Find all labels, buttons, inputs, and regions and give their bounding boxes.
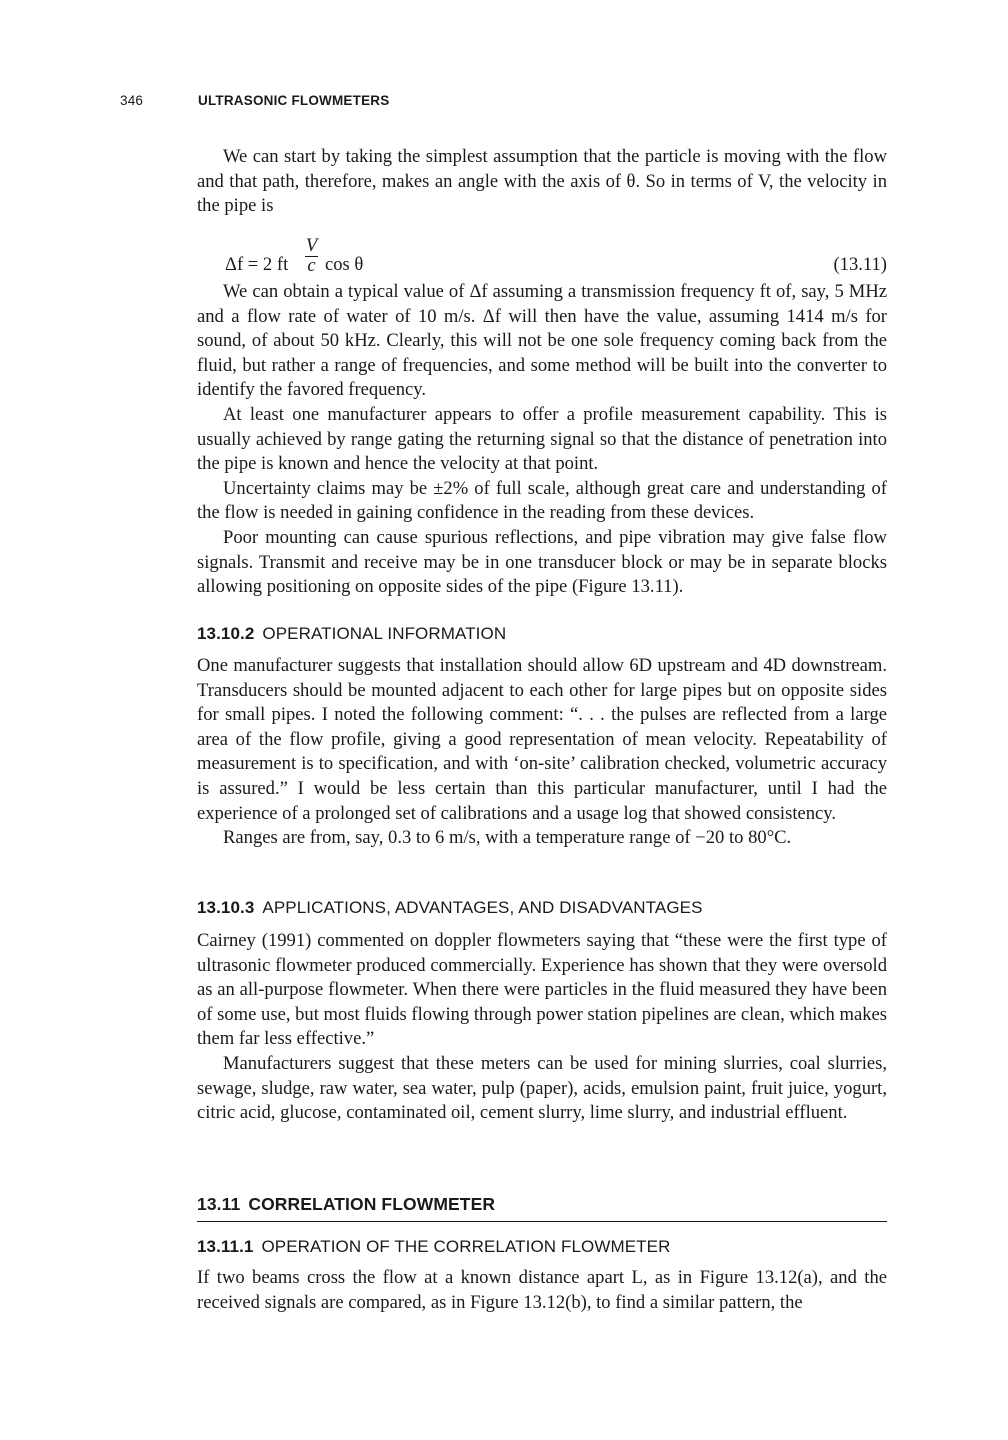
section-heading-13-10-2 — [197, 624, 887, 644]
equation-number: (13.11) — [833, 254, 887, 275]
page-number: 346 — [120, 93, 144, 108]
equation-rhs: cos θ — [325, 254, 364, 275]
section-heading-13-10-3 — [197, 898, 887, 918]
section-number: 13.11.1 — [197, 1237, 254, 1256]
section-heading-13-11 — [197, 1194, 887, 1215]
body-paragraph: Uncertainty claims may be ±2% of full scale, although great care and understanding of the flow is needed in gaining confidence in the reading from these devices. — [197, 477, 887, 524]
doppler-body — [197, 280, 887, 600]
intro-paragraph: We can start by taking the simplest assumption that the particle is moving with the flow and that path, therefore, makes an angle with the axis of θ. So in terms of V, the velocity in the pipe is — [197, 146, 887, 217]
equation-13-11 — [225, 228, 887, 288]
section-number: 13.10.2 — [197, 624, 255, 643]
section-13-10-2-body — [197, 654, 887, 851]
body-paragraph: We can obtain a typical value of Δf assuming a transmission frequency ft of, say, 5 MHz and a flow rate of water of 10 m/s. Δf will then have the value, assuming 1414 m/s for sound, of about 50 kHz. Clearly, this will not be one sole frequency coming back from the fluid, but rather a range of frequencies, and some method will be built into the converter to identify the favored frequency. — [197, 281, 887, 401]
body-paragraph: At least one manufacturer appears to offer a profile measurement capability. This is usually achieved by range gating the returning signal so that the distance of penetration into the pipe is known and hence the velocity at that point. — [197, 403, 887, 475]
section-13-11-1-body — [197, 1266, 887, 1315]
running-title: ULTRASONIC FLOWMETERS — [198, 93, 390, 108]
body-paragraph: Ranges are from, say, 0.3 to 6 m/s, with a temperature range of −20 to 80°C. — [223, 827, 792, 849]
body-paragraph: Cairney (1991) commented on doppler flowmeters saying that “these were the first type of ultrasonic flowmeter produced commercially. Experience has shown that they were oversold as an all-purpose flowmeter. When there were particles in the fluid measured they have been of some use, but most fluids flowing through power station pipelines are clean, which makes them far less effective.” — [197, 930, 887, 1050]
body-paragraph: Poor mounting can cause spurious reflections, and pipe vibration may give false flow signals. Transmit and receive may be in one transducer block or may be in separate blocks allowing positioning on opposite sides of the pipe (Figure 13.11). — [197, 526, 887, 598]
running-header — [120, 93, 389, 108]
body-paragraph: If two beams cross the flow at a known distance apart L, as in Figure 13.12(a), and the received signals are compared, as in Figure 13.12(b), to find a similar pattern, the — [197, 1267, 887, 1313]
section-title: OPERATIONAL INFORMATION — [262, 624, 507, 643]
fraction-numerator: V — [305, 235, 318, 256]
section-number: 13.11 — [197, 1194, 241, 1214]
equation-fraction — [305, 236, 318, 275]
fraction-denominator: c — [307, 255, 316, 276]
intro-block — [197, 145, 887, 219]
section-rule — [197, 1221, 887, 1222]
section-title: OPERATION OF THE CORRELATION FLOWMETER — [261, 1237, 671, 1256]
section-13-10-3-body — [197, 929, 887, 1126]
section-number: 13.10.3 — [197, 898, 255, 917]
section-heading-13-11-1 — [197, 1237, 887, 1257]
body-paragraph: Manufacturers suggest that these meters can be used for mining slurries, coal slurries, sewage, sludge, raw water, sea water, pulp (paper), acids, emulsion paint, fruit juice, yogurt, citric acid, glucose, contaminated oil, cement slurry, lime slurry, and industrial effluent. — [197, 1052, 887, 1124]
equation-lhs: Δf = 2 ft — [225, 254, 289, 275]
section-title: CORRELATION FLOWMETER — [248, 1194, 496, 1214]
body-paragraph: One manufacturer suggests that installation should allow 6D upstream and 4D downstream. Transducers should be mounted adjacent to each other for large pipes but on opposite sides for small pipes. I noted the following comment: “. . . the pulses are reflected from a large area of the flow profile, giving a good representation of mean velocity. Repeatability of measurement is to specification, and with ‘on-site’ calibration checked, volumetric accuracy is assured.” I would be less certain than this particular manufacturer, until I had the experience of a prolonged set of calibrations and a usage log that showed consistency. — [197, 655, 887, 824]
section-title: APPLICATIONS, ADVANTAGES, AND DISADVANTAGES — [262, 898, 703, 917]
